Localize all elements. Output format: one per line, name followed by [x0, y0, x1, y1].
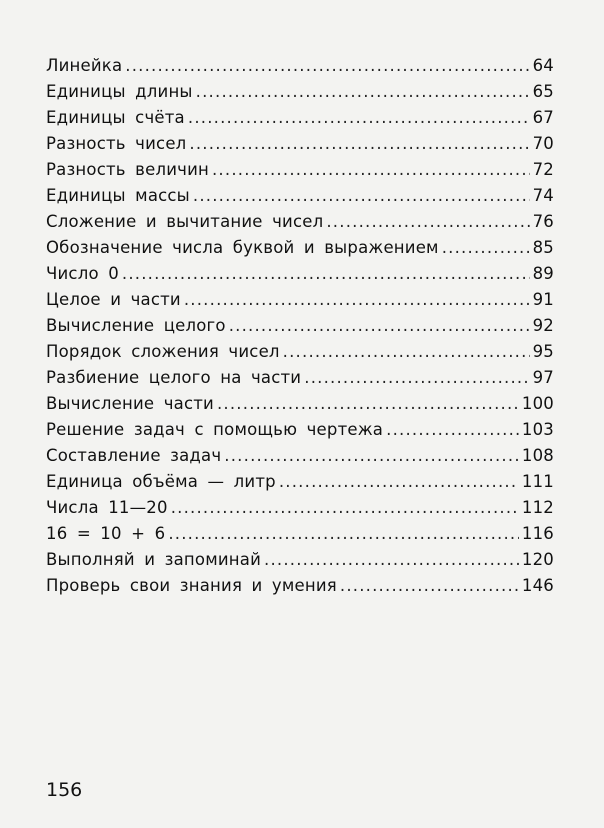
dot-leader [442, 238, 530, 257]
toc-entry-page: 85 [532, 238, 554, 257]
toc-entry [46, 186, 554, 212]
toc-entry-page: 74 [532, 186, 554, 205]
dot-leader [326, 212, 529, 231]
toc-entry-title: Проверь свои знания и умения [46, 576, 337, 595]
toc-entry-page: 65 [532, 82, 554, 101]
toc-entry [46, 394, 554, 420]
toc-entry [46, 446, 554, 472]
toc-entry-title: Единицы счёта [46, 108, 185, 127]
toc-entry-title: Числа 11—20 [46, 498, 168, 517]
dot-leader [168, 524, 519, 543]
toc-entry-title: Разность величин [46, 160, 209, 179]
toc-entry-title: Число 0 [46, 264, 119, 283]
toc-entry-title: Решение задач с помощью чертежа [46, 420, 384, 439]
dot-leader [212, 160, 530, 179]
toc-entry-title: Сложение и вычитание чисел [46, 212, 324, 231]
dot-leader [229, 316, 530, 335]
dot-leader [224, 446, 519, 465]
dot-leader [189, 134, 529, 153]
toc-entry-page: 89 [532, 264, 554, 283]
dot-leader [386, 420, 519, 439]
toc-entry [46, 550, 554, 576]
toc-entry-page: 97 [532, 368, 554, 387]
toc-entry-page: 91 [532, 290, 554, 309]
toc-entry [46, 290, 554, 316]
toc-entry [46, 56, 554, 82]
toc-entry-title: Линейка [46, 56, 123, 75]
toc-entry-page: 108 [521, 446, 554, 465]
toc-entry-page: 76 [532, 212, 554, 231]
toc-entry-title: 16 = 10 + 6 [46, 524, 166, 543]
toc-entry [46, 160, 554, 186]
toc-entry-page: 92 [532, 316, 554, 335]
toc-entry [46, 134, 554, 160]
toc-entry-title: Единицы массы [46, 186, 190, 205]
toc-entry-page: 64 [532, 56, 554, 75]
toc-entry-title: Единица объёма — литр [46, 472, 276, 491]
toc-entry-page: 103 [521, 420, 554, 439]
dot-leader [217, 394, 519, 413]
toc-entry-page: 100 [521, 394, 554, 413]
toc-entry-title: Разбиение целого на части [46, 368, 302, 387]
toc-entry [46, 238, 554, 264]
dot-leader [184, 290, 530, 309]
dot-leader [171, 498, 519, 517]
toc-entry-title: Разность чисел [46, 134, 187, 153]
dot-leader [196, 82, 530, 101]
toc-entry [46, 420, 554, 446]
toc-entry-page: 72 [532, 160, 554, 179]
dot-leader [340, 576, 519, 595]
toc-entry-title: Обозначение числа буквой и выражением [46, 238, 439, 257]
toc-entry-title: Вычисление целого [46, 316, 226, 335]
table-of-contents [46, 56, 554, 602]
toc-entry [46, 368, 554, 394]
toc-entry-page: 112 [521, 498, 554, 517]
toc-entry-title: Целое и части [46, 290, 181, 309]
dot-leader [279, 472, 519, 491]
toc-entry [46, 472, 554, 498]
toc-entry-page: 120 [521, 550, 554, 569]
toc-entry-page: 111 [521, 472, 554, 491]
toc-entry-page: 146 [521, 576, 554, 595]
toc-entry-page: 116 [521, 524, 554, 543]
toc-entry [46, 498, 554, 524]
toc-entry-page: 67 [532, 108, 554, 127]
toc-entry [46, 524, 554, 550]
page-number: 156 [46, 779, 83, 801]
dot-leader [122, 264, 530, 283]
dot-leader [304, 368, 529, 387]
toc-entry-page: 70 [532, 134, 554, 153]
toc-entry [46, 342, 554, 368]
toc-entry [46, 576, 554, 602]
dot-leader [264, 550, 519, 569]
toc-entry [46, 212, 554, 238]
toc-entry-title: Вычисление части [46, 394, 214, 413]
toc-entry [46, 316, 554, 342]
toc-entry [46, 264, 554, 290]
toc-entry-page: 95 [532, 342, 554, 361]
dot-leader [193, 186, 530, 205]
toc-entry-title: Порядок сложения чисел [46, 342, 280, 361]
toc-entry-title: Выполняй и запоминай [46, 550, 261, 569]
toc-entry-title: Составление задач [46, 446, 222, 465]
toc-entry-title: Единицы длины [46, 82, 193, 101]
dot-leader [188, 108, 530, 127]
dot-leader [125, 56, 529, 75]
dot-leader [283, 342, 530, 361]
toc-entry [46, 82, 554, 108]
toc-entry [46, 108, 554, 134]
